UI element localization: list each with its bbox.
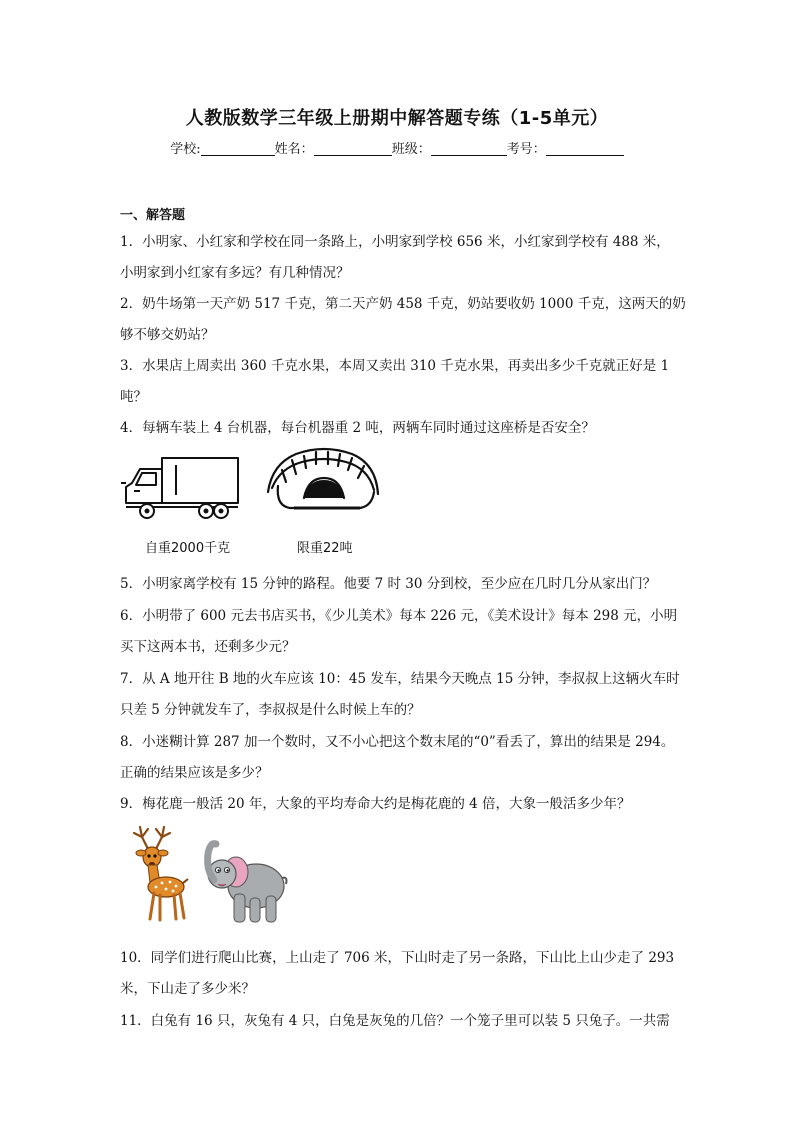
question-1-line-1: 1．小明家、小红家和学校在同一条路上，小明家到学校 656 米，小红家到学校有 488 米，: [120, 234, 670, 250]
class-blank: [431, 141, 507, 156]
truck-icon: [120, 455, 242, 521]
question-6-line-2: 买下这两本书，还剩多少元？: [120, 639, 296, 655]
question-4-line-1: 4．每辆车装上 4 台机器，每台机器重 2 吨，两辆车同时通过这座桥是否安全？: [120, 420, 595, 436]
name-blank: [314, 141, 392, 156]
section-title: 一、解答题: [120, 208, 186, 223]
exam-no-label: 考号：: [506, 142, 546, 157]
exam-no-blank: [546, 141, 624, 156]
question-9-line-1: 9．梅花鹿一般活 20 年，大象的平均寿命大约是梅花鹿的 4 倍，大象一般活多少年？: [120, 796, 631, 812]
question-2-line-1: 2．奶牛场第一天产奶 517 千克，第二天产奶 458 千克，奶站要收奶 1000 千克，这两天的奶: [120, 296, 686, 312]
question-7-line-2: 只差 5 分钟就发车了，李叔叔是什么时候上车的？: [120, 702, 421, 718]
student-info-row: [0, 138, 794, 157]
bridge-caption: 限重22吨: [297, 541, 353, 556]
question-10-line-2: 米，下山走了多少米？: [120, 981, 255, 997]
question-10-line-1: 10．同学们进行爬山比赛，上山走了 706 米，下山时走了另一条路，下山比上山少走了 293: [120, 950, 675, 966]
truck-caption: 自重2000千克: [145, 541, 231, 556]
school-label: 学校:: [170, 142, 201, 157]
page-title: 人教版数学三年级上册期中解答题专练（1-5单元）: [185, 108, 609, 129]
school-blank: [201, 141, 275, 156]
question-1-line-2: 小明家到小红家有多远？有几种情况？: [120, 265, 350, 281]
question-2-line-2: 够不够交奶站？: [120, 327, 215, 343]
question-11-line-1: 11．白兔有 16 只，灰兔有 4 只，白兔是灰兔的几倍？一个笼子里可以装 5 只兔子。一共需: [120, 1013, 670, 1029]
question-5-line-1: 5．小明家离学校有 15 分钟的路程。他要 7 时 30 分到校，至少应在几时几分从家出门？: [120, 576, 657, 592]
deer-icon: [126, 825, 192, 925]
question-3-line-1: 3．水果店上周卖出 360 千克水果，本周又卖出 310 千克水果，再卖出多少千克就正好是 1: [120, 358, 670, 374]
question-3-line-2: 吨？: [120, 389, 147, 405]
bridge-icon: [264, 446, 382, 520]
question-8-line-1: 8．小迷糊计算 287 加一个数时，又不小心把这个数末尾的“0”看丢了，算出的结果是 294。: [120, 734, 675, 750]
class-label: 班级：: [391, 142, 431, 157]
name-label: 姓名：: [274, 142, 314, 157]
question-8-line-2: 正确的结果应该是多少？: [120, 765, 269, 781]
question-6-line-1: 6．小明带了 600 元去书店买书，《少儿美术》每本 226 元，《美术设计》每本 298 元，小明: [120, 608, 678, 624]
elephant-icon: [198, 836, 290, 928]
question-7-line-1: 7．从 A 地开往 B 地的火车应该 10：45 发车，结果今天晚点 15 分钟，李叔叔上这辆火车时: [120, 671, 680, 687]
